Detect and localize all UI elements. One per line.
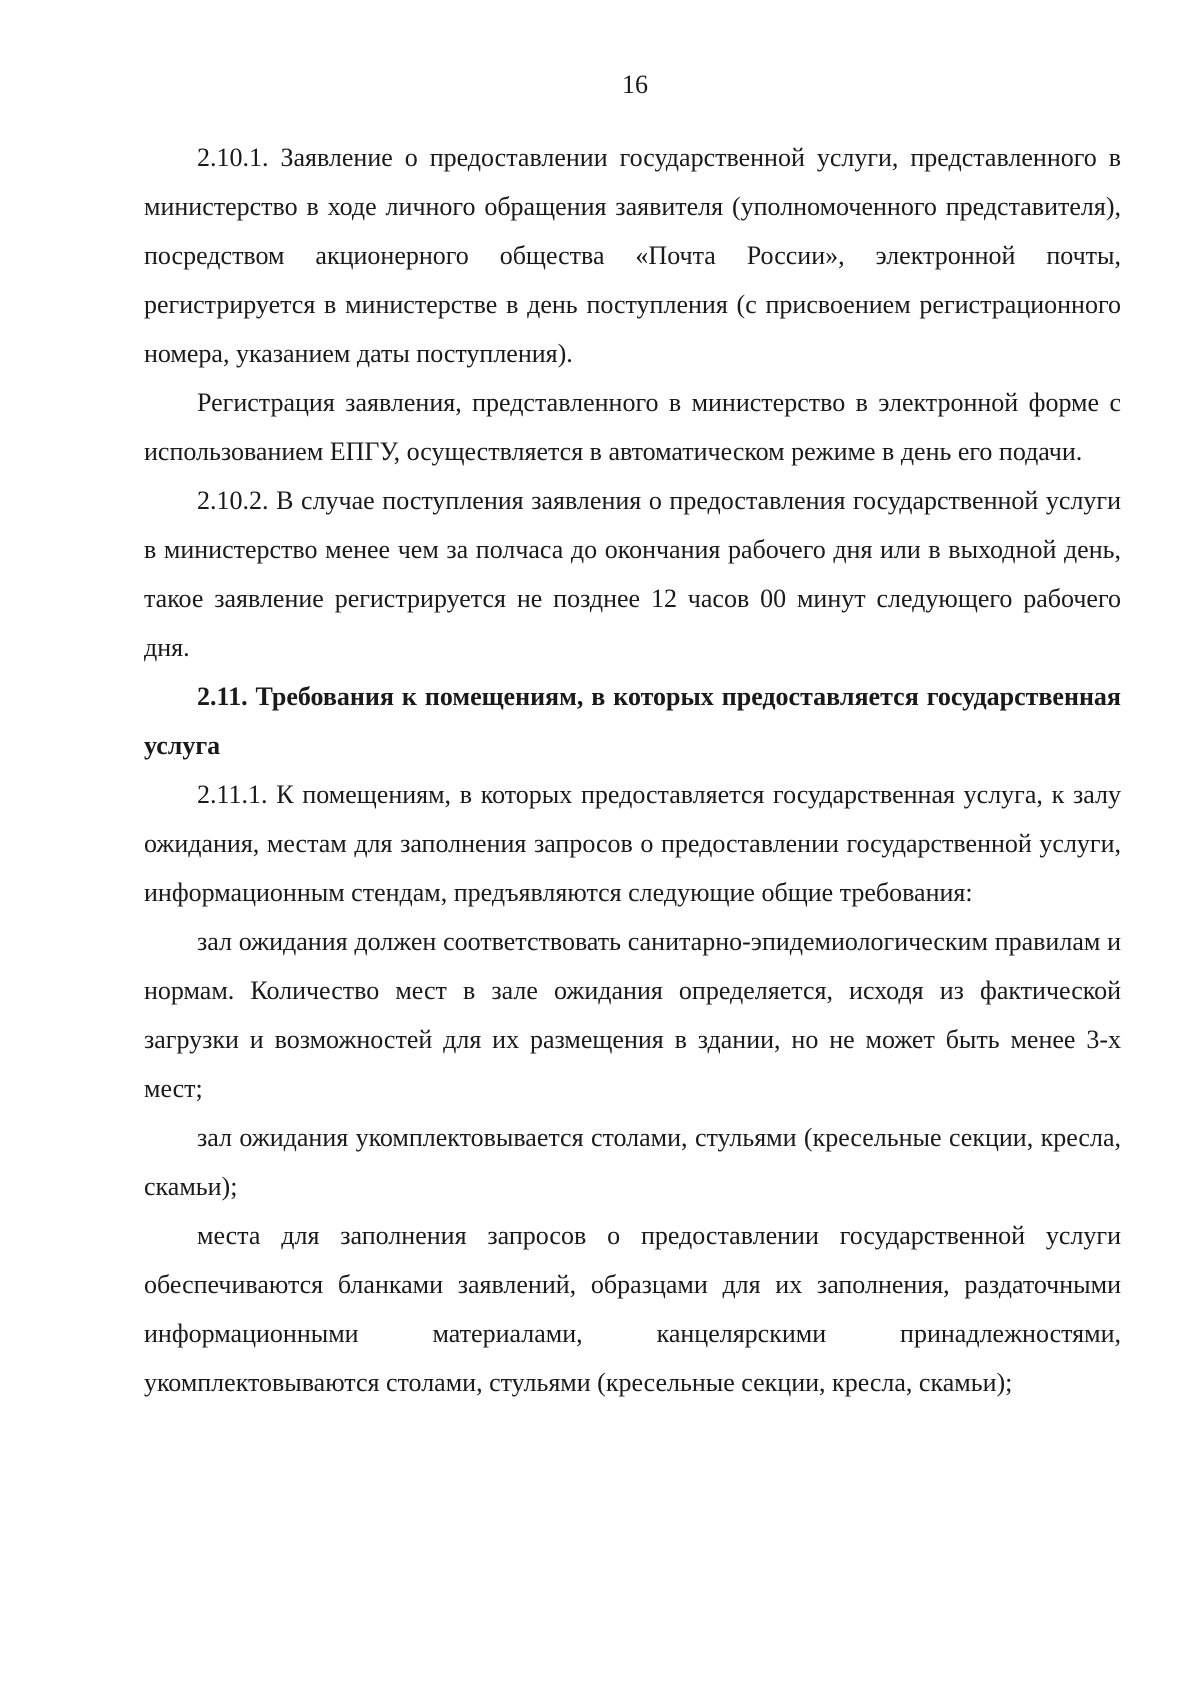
paragraph-registration-epgu: Регистрация заявления, представленного в министерство в электронной форме с использованием ЕПГУ, осуществляется в автоматическом режиме в день его подачи. (144, 388, 1121, 466)
paragraph-request-places: места для заполнения запросов о предоставлении государственной услуги обеспечиваются бланками заявлений, образцами для их заполнения, раздаточными информационными материалами, канцелярскими принадлежностями, укомплектовываются столами, стульями (кресельные секции, кресла, скамьи); (144, 1221, 1121, 1397)
paragraph-2-10-1: 2.10.1. Заявление о предоставлении государственной услуги, представленного в министерство в ходе личного обращения заявителя (уполномоченного представителя), посредством акционерного общества «Почта России», электронной почты, регистрируется в министерстве в день поступления (с присвоением регистрационного номера, указанием даты поступления). (144, 143, 1121, 368)
section-heading-2-11: 2.11. Требования к помещениям, в которых предоставляется государственная услуга (144, 682, 1121, 760)
paragraph-waiting-hall-norms: зал ожидания должен соответствовать санитарно-эпидемиологическим правилам и нормам. Количество мест в зале ожидания определяется, исходя из фактической загрузки и возможностей для их размещения в здании, но не может быть менее 3-х мест; (144, 927, 1121, 1103)
paragraph-2-10-2: 2.10.2. В случае поступления заявления о предоставления государственной услуги в министерство менее чем за полчаса до окончания рабочего дня или в выходной день, такое заявление регистрируется не позднее 12 часов 00 минут следующего рабочего дня. (144, 486, 1121, 662)
paragraph-2-11-1: 2.11.1. К помещениям, в которых предоставляется государственная услуга, к залу ожидания, местам для заполнения запросов о предоставлении государственной услуги, информационным стендам, предъявляются следующие общие требования: (144, 780, 1121, 907)
document-body (144, 133, 1121, 1407)
paragraph-waiting-hall-furniture: зал ожидания укомплектовывается столами, стульями (кресельные секции, кресла, скамьи); (144, 1123, 1121, 1201)
page-number: 16 (622, 70, 648, 99)
